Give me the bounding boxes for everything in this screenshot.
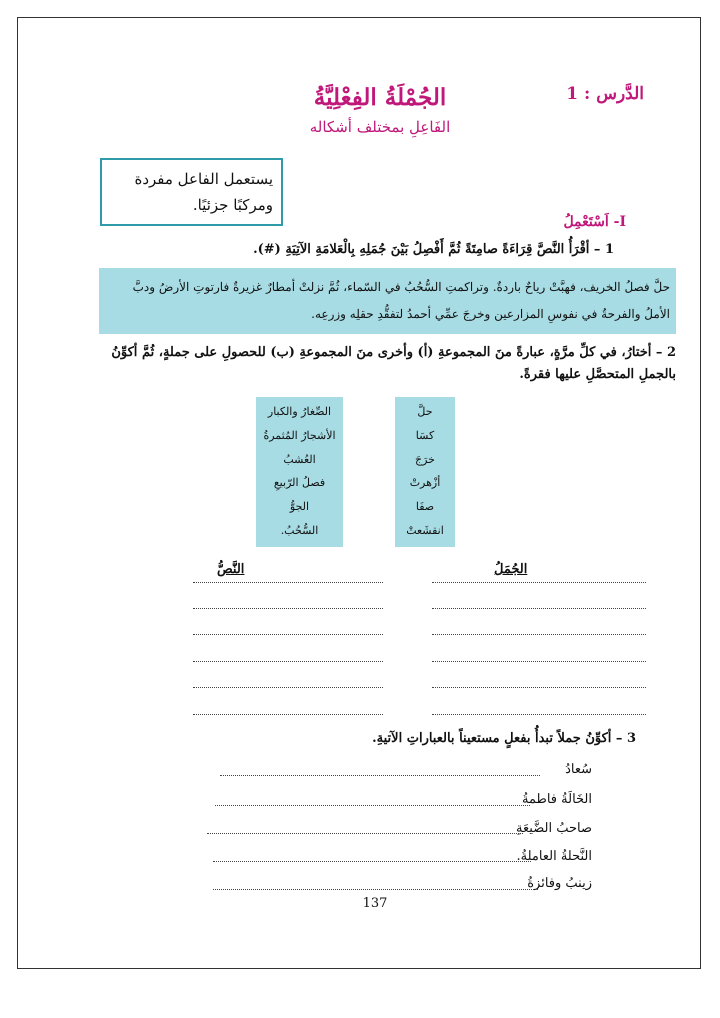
answer-line[interactable]	[432, 661, 646, 662]
answer-line[interactable]	[432, 582, 646, 583]
subject-label: النَّحلةُ العاملةُ.	[516, 849, 592, 864]
answer-line[interactable]	[193, 661, 383, 662]
question-3: 3 – أكوِّنُ جملاً تبدأُ بفعلٍ مستعيناً بالعباراتِ الآتيةِ.	[372, 731, 636, 746]
subject-label: الخَالَةُ فاطمةُ	[522, 792, 592, 807]
answer-line[interactable]	[432, 608, 646, 609]
group-a-box	[395, 397, 455, 547]
lesson-subtitle: الفَاعِلِ بمختلف أشكاله	[309, 118, 451, 136]
lesson-title: الجُمْلَةُ الفِعْلِيَّةُ	[313, 84, 447, 111]
answer-line[interactable]	[432, 687, 646, 688]
subject-label: سُعادُ	[565, 762, 592, 777]
column-heading-sentences: الجُمَلُ	[494, 562, 528, 577]
answer-line[interactable]	[193, 608, 383, 609]
group-a-item: خرَجَ	[415, 452, 435, 466]
group-b-item: الأشجارُ المُثمرةُ	[263, 428, 336, 442]
question-1: 1 – أقْرَأُ النَّصَّ قِرَاءَةً صامِتَةً ثُمَّ أَفْصِلُ بَيْنَ جُمَلِهِ بِالْعَلامَةِ الآتِيَةِ (#).	[253, 242, 614, 257]
group-a-item: انقشَعتْ	[406, 523, 444, 537]
answer-line[interactable]	[193, 714, 383, 715]
column-heading-text: النَّصُّ	[217, 562, 245, 577]
answer-line[interactable]	[220, 775, 540, 776]
subject-label: زينبُ وفائزةُ	[527, 876, 592, 891]
group-b-item: السُّحُبُ.	[280, 523, 319, 537]
group-b-item: فصلُ الرّبيعِ	[273, 476, 326, 490]
answer-line[interactable]	[432, 634, 646, 635]
group-b-item: الجوُّ	[289, 500, 310, 514]
question-2: 2 – أختارُ، في كلِّ مرَّةٍ، عبارةً منَ المجموعةِ (أ) وأخرى منَ المجموعةِ (ب) للحصولِ على جملةٍ، ثُمَّ أكوِّنُ بالجملِ المتحصَّلِ عليها فقرةً.	[111, 345, 676, 382]
answer-line[interactable]	[193, 582, 383, 583]
answer-line[interactable]	[215, 805, 530, 806]
page-number: 137	[362, 896, 388, 911]
group-b-box	[256, 397, 343, 547]
answer-line[interactable]	[193, 634, 383, 635]
answer-line[interactable]	[193, 687, 383, 688]
lesson-label: الدَّرس : 1	[566, 84, 644, 104]
objective-box: يستعمل الفاعل مفردة ومركبًا جزئيًا.	[100, 158, 283, 226]
answer-line[interactable]	[432, 714, 646, 715]
reading-passage: حلَّ فصلُ الخريف، فهبَّتْ رياحٌ باردةٌ. وتراكمتِ السُّحُبُ في السّماء، ثُمَّ نزلتْ أمطارٌ غزيرةٌ فارتوتِ الأرضُ ودبَّ الأملُ والفرحةُ في نفوسِ المزارعين وخرجَ عمِّي أحمدُ لتفقُّدِ حقلِه وزرعِه.	[99, 268, 676, 334]
group-a-item: صفَا	[415, 500, 435, 514]
group-a-item: كسَا	[415, 428, 435, 442]
subject-label: صاحبُ الضَّيعَةِ	[516, 821, 592, 836]
group-b-item: الصِّغارُ والكبار	[267, 405, 332, 418]
group-b-item: العُشبُ	[283, 452, 316, 466]
answer-line[interactable]	[213, 861, 531, 862]
section-heading: I- اَسْتَعْمِلُ	[563, 214, 626, 230]
group-a-item: حلَّ	[417, 405, 433, 418]
answer-line[interactable]	[207, 833, 523, 834]
answer-line[interactable]	[213, 889, 538, 890]
group-a-item: أزْهرتْ	[409, 476, 441, 490]
